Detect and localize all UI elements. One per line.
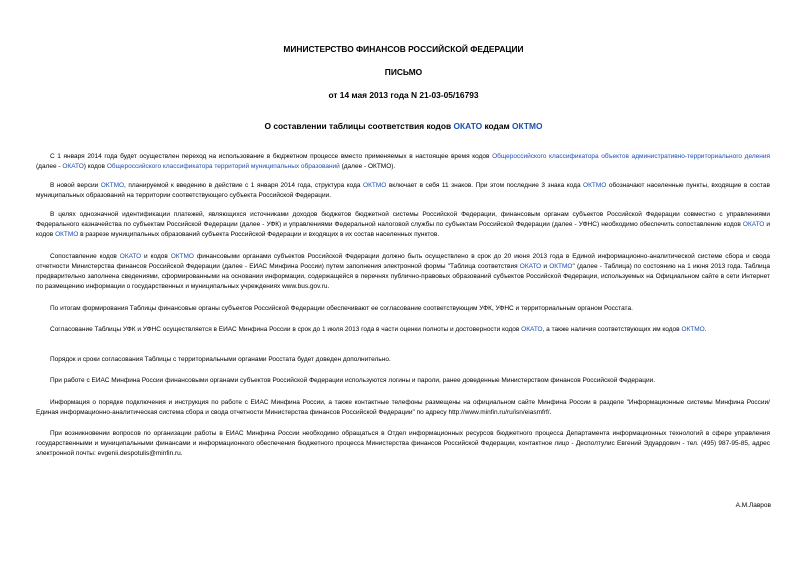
p1-text: (далее - ОКТМО). [339, 163, 396, 170]
paragraph-6 [36, 325, 770, 335]
p10-text: При возникновении вопросов по организации работы в ЕИАС Минфина России необходимо обращаться в Отдел информационных ресурсов бюджетного процесса Департамента информационных технологий в сфере управления государственными и муниципальными финансами и информационного обеспечения бюджетного процесса Министерства финансов Российской Федерации, контактное лицо - Десполтулис Евгений Эдуардович - тел. (495) 987-95-85, адрес электронной почты: evgenii.despotulis@minfin.ru. [36, 430, 770, 457]
p2-text: включает в себя 11 знаков. При этом последние 3 знака кода [386, 182, 584, 189]
link-oktmo[interactable]: ОКТМО [363, 182, 387, 189]
link-okato[interactable]: ОКАТО [119, 253, 142, 260]
link-oktmo[interactable]: ОКТМО [170, 253, 194, 260]
p1-text: (далее - [36, 163, 63, 170]
p2-text: обозначают населенные пункты, входящие в состав муниципальных образований на территории соответствующего субъекта Российской Федерации. [36, 182, 770, 199]
subject-middle: кодам [482, 121, 513, 131]
p1-text: ) кодов [83, 163, 107, 170]
link-okato[interactable]: ОКАТО [742, 221, 765, 228]
paragraph-10 [36, 429, 770, 459]
link-okato[interactable]: ОКАТО [519, 263, 542, 270]
p4-text: и кодов [141, 253, 171, 260]
link-okato[interactable]: ОКАТО [521, 326, 543, 333]
link-oktmo-classifier[interactable]: Общероссийского классификатора территорий муниципальных образований [106, 163, 340, 170]
p3-text: В целях однозначной идентификации платежей, являющихся источниками доходов бюджетов бюджетной системы Российской Федерации, финансовым органам субъектов Российской Федерации совместно с управлениями Федерального казначейства по субъектам Российской Федерации (далее - УФК) и управлениями Федеральной налоговой службы по субъектам Российской Федерации (далее - УФНС) необходимо обеспечить сопоставление кодов [36, 211, 770, 228]
p4-text: " (далее - Таблица) по состоянию на 1 июня 2013 года. Таблица предварительно заполнена сведениями, сформированными на основании информации, содержащейся в перечнях публично-правовых образований субъектов Российской Федерации, используемых на Официальном сайте в сети Интернет по размещению информации о государственных и муниципальных учреждениях www.bus.gov.ru. [36, 263, 770, 290]
p4-text: и [541, 263, 550, 270]
p3-text: в разрезе муниципальных образований субъекта Российской Федерации и входящих в их состав населенных пунктов. [78, 231, 440, 238]
link-oktmo[interactable]: ОКТМО [100, 182, 125, 189]
doc-subject [0, 121, 807, 131]
paragraph-2 [36, 181, 770, 201]
p1-text: С 1 января 2014 года будет осуществлен переход на использование в бюджетном процессе вместо применяемых в настоящее время кодов [50, 153, 493, 160]
link-oktmo[interactable]: ОКТМО [55, 231, 79, 238]
paragraph-8 [36, 376, 770, 386]
p4-text: финансовыми органами субъектов Российской Федерации должно быть осуществлено в срок до 20 июня 2013 года в Единой информационно-аналитической системе сбора и свода отчетности Министерства финансов Российской Федерации (далее - ЕИАС Минфина России) путем заполнения электронной формы "Таблица соответствия [36, 253, 770, 270]
link-oktmo[interactable]: ОКТМО [681, 326, 705, 333]
p8-text: При работе с ЕИАС Минфина России финансовыми органами субъектов Российской Федерации используются логины и пароли, ранее доведенные Министерством финансов Российской Федерации. [50, 377, 656, 384]
p6-text: , а также наличия соответствующих им кодов [542, 326, 682, 333]
p2-text: , планируемой к введению в действие с 1 января 2014 года, структура кода [124, 182, 364, 189]
doc-date-number: от 14 мая 2013 года N 21-03-05/16793 [328, 90, 479, 100]
paragraph-9 [36, 398, 770, 418]
link-oktmo[interactable]: ОКТМО [583, 182, 607, 189]
p9-text: Информация о порядке подключения и инструкция по работе с ЕИАС Минфина России, а также контактные телефоны размещены на официальном сайте Минфина России в разделе "Информационные системы Минфина России/Единая информационно-аналитическая система сбора и свода отчетности Министерства финансов Российской Федерации" по адресу http://www.minfin.ru/ru/isn/eiasmfrf/. [36, 399, 770, 416]
p3-text: и кодов [36, 221, 770, 238]
p4-text: Сопоставление кодов [50, 253, 120, 260]
paragraph-5 [36, 304, 770, 314]
subject-prefix: О составлении таблицы соответствия кодов [264, 121, 454, 131]
paragraph-1 [36, 152, 770, 172]
link-oktmo[interactable]: ОКТМО [549, 263, 573, 270]
p7-text: Порядок и сроки согласования Таблицы с территориальными органами Росстата будет доведен дополнительно. [50, 356, 391, 363]
doc-type: ПИСЬМО [384, 67, 423, 77]
signature: А.М.Лавров [735, 502, 771, 509]
p6-text: . [704, 326, 707, 333]
link-okato[interactable]: ОКАТО [453, 121, 483, 131]
link-okato-classifier[interactable]: Общероссийского классификатора объектов административно-территориального деления [492, 153, 770, 160]
p2-text: В новой версии [50, 182, 101, 189]
paragraph-3 [36, 210, 770, 240]
paragraph-4 [36, 252, 770, 292]
p6-text: Согласование Таблицы УФК и УФНС осуществляется в ЕИАС Минфина России в срок до 1 июля 2013 года в части оценки полноты и достоверности кодов [50, 326, 522, 333]
p5-text: По итогам формирования Таблицы финансовые органы субъектов Российской Федерации обеспечивают ее согласование соответствующим УФК, УФНС и территориальным органом Росстата. [50, 305, 633, 312]
paragraph-7 [36, 355, 770, 365]
ministry-title: МИНИСТЕРСТВО ФИНАНСОВ РОССИЙСКОЙ ФЕДЕРАЦИИ [283, 44, 524, 54]
link-okato[interactable]: ОКАТО [62, 163, 84, 170]
link-oktmo[interactable]: ОКТМО [512, 121, 543, 131]
